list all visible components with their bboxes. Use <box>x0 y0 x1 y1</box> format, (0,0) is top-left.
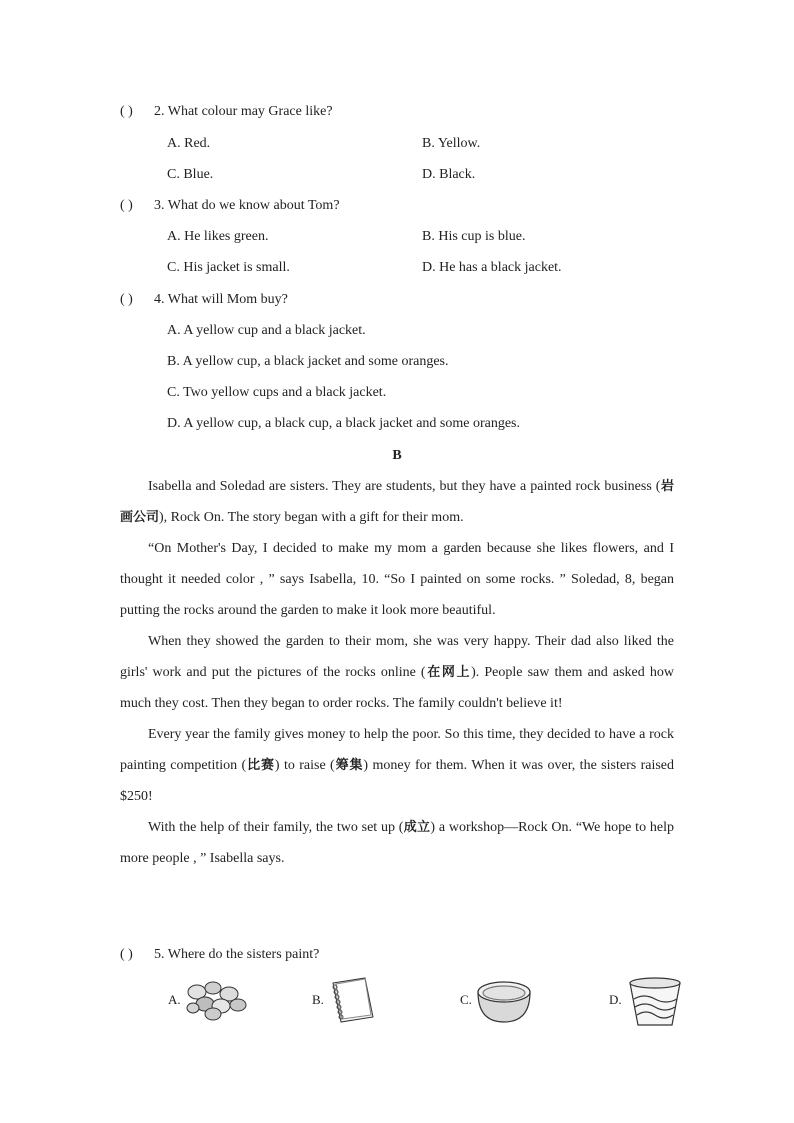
paragraph-1: Isabella and Soledad are sisters. They are students, but they have a painted rock business (岩画公司), Rock On. The story began with a gift for their mom. <box>120 479 674 525</box>
question-4 <box>120 291 288 309</box>
paragraph-5: With the help of their family, the two set up (成立) a workshop—Rock On. “We hope to help more people , ” Isabella says. <box>120 820 674 866</box>
section-heading: B <box>392 448 402 463</box>
option-a: A. A yellow cup and a black jacket. <box>167 323 366 338</box>
paragraph-3: When they showed the garden to their mom, she was very happy. Their dad also liked the girls' work and put the pictures of the rocks online (在网上). People saw them and asked how much they cost. Then they began to order rocks. The family couldn't believe it! <box>120 634 674 711</box>
option-c: C. His jacket is small. <box>167 260 290 275</box>
question-stem: 5. Where do the sisters paint? <box>154 947 320 962</box>
option-d: D. He has a black jacket. <box>422 260 562 275</box>
option-a: A. He likes green. <box>167 229 269 244</box>
option-b: B. A yellow cup, a black jacket and some oranges. <box>167 354 449 369</box>
option-d: D. A yellow cup, a black cup, a black jacket and some oranges. <box>167 416 520 431</box>
cup-icon[interactable] <box>626 975 684 1027</box>
answer-blank[interactable]: ( ) <box>120 198 133 213</box>
picture-option-b-label: B. <box>312 992 324 1007</box>
question-5 <box>120 946 319 964</box>
picture-option-c-label: C. <box>460 992 472 1007</box>
question-stem: 2. What colour may Grace like? <box>154 104 333 119</box>
question-2 <box>120 103 333 121</box>
picture-option-a-label: A. <box>168 992 181 1007</box>
option-d: D. Black. <box>422 167 476 182</box>
bowl-icon[interactable] <box>475 978 533 1024</box>
paragraph-2: “On Mother's Day, I decided to make my mom a garden because she likes flowers, and I thought it needed color , ” says Isabella, 10. “So I painted on some rocks. ” Soledad, 8, began putting the rocks around the garden to make it look more beautiful. <box>120 541 674 618</box>
option-c: C. Blue. <box>167 167 214 182</box>
question-stem: 3. What do we know about Tom? <box>154 198 340 213</box>
option-a: A. Red. <box>167 136 211 151</box>
question-3 <box>120 197 340 215</box>
answer-blank[interactable]: ( ) <box>120 947 133 962</box>
answer-blank[interactable]: ( ) <box>120 292 133 307</box>
reading-passage <box>120 471 674 874</box>
option-b: B. His cup is blue. <box>422 229 526 244</box>
picture-option-d-label: D. <box>609 992 622 1007</box>
answer-blank[interactable]: ( ) <box>120 104 133 119</box>
paragraph-4: Every year the family gives money to help the poor. So this time, they decided to have a rock painting competition (比赛) to raise (筹集) money for them. When it was over, the sisters raised $250! <box>120 727 674 804</box>
option-c: C. Two yellow cups and a black jacket. <box>167 385 387 400</box>
option-b: B. Yellow. <box>422 136 481 151</box>
notebook-icon[interactable] <box>327 975 377 1025</box>
rocks-icon[interactable] <box>183 978 249 1022</box>
question-stem: 4. What will Mom buy? <box>154 292 288 307</box>
